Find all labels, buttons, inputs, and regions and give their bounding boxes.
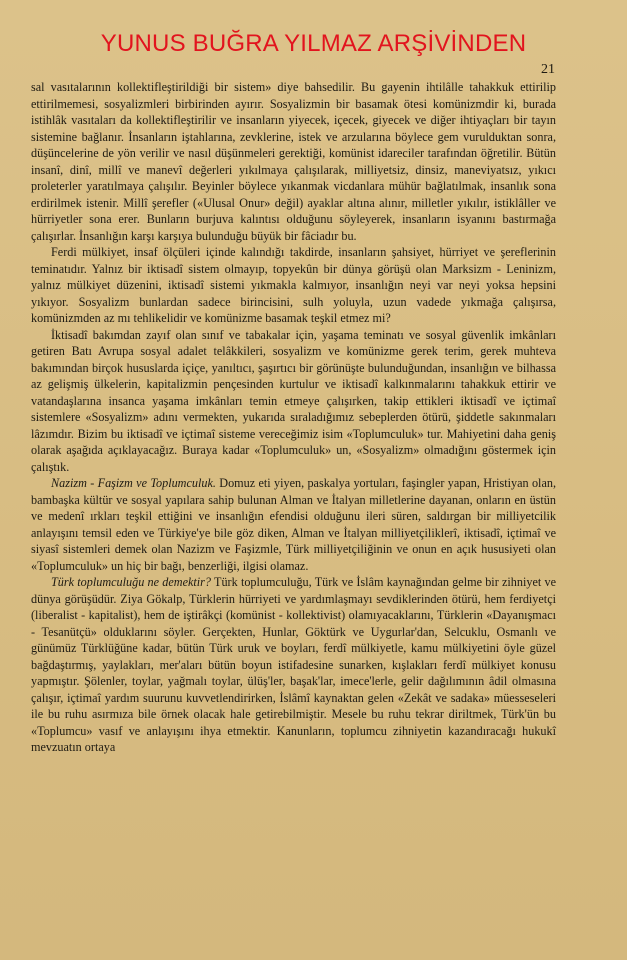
paragraph-5 [31, 574, 556, 756]
paragraph-4 [31, 475, 556, 574]
paragraph-1 [31, 79, 556, 244]
page-number: 21 [541, 62, 555, 77]
paragraph-text: Türk toplumculuğu, Türk ve İslâm kaynağından gelme bir zihniyet ve dünya görüşüdür. Ziya Gökalp, Türklerin hürriyeti ve yardımlaşmayı sevdiklerinden ötürü, hem ferdiyetçi (liberalist - kapitalist), hem de iştirâkçi (komünist - kollektivist) olamıyacaklarını, Türklerin «Dayanışmacı - Tesanütçü» olduklarını söyler. Gerçekten, Hunlar, Göktürk ve Uygurlar'dan, Selcuklu, Osmanlı ve günümüz Türklüğüne kadar, bütün Türk uruk ve boyları, ferdî mülkiyetle, kamu mülkiyetini öyle güzel bağdaştırmış, yaylakları, mer'aları bütün boyun istifadesine sunarken, kışlakları ferdî mülkiyet konusu yapmıştır. Şölenler, toylar, yağmalı toylar, ülüş'ler, başak'lar, imece'lerle, gelir dağılımının âdil olmasına çalışır, içtimaî yardım suurunu kuvvetlendirirken, İslâmî kaynaktan gelen «Zekât ve sadaka» müesseseleri ile bu ruhu asırmıza bile örnek olacak hale getirebilmiştir. Mesele bu ruhu tekrar diriltmek, Türk'ün bu «Toplumcu» vasıf ve anlayışını ihya etmektir. Kanunların, toplumcu zihniyetin kazandıracağı hukukî mevzuatın ortaya [31, 575, 556, 754]
section-heading: Nazizm - Faşizm ve Toplumculuk. [51, 476, 216, 490]
paragraph-2 [31, 244, 556, 327]
paragraph-text: sal vasıtalarının kollektifleştirildiği bir sistem» diye bahsedilir. Bu gayenin ihtilâlle tahakkuk ettirilip ettirilmemesi, sosyalizmleri birbirinden ayırır. Sosyalizmin bir basamak ötesi komünizmdir ki, burada istihlâk vasıtaları da kollektifleştirilir ve insanların yiyecek, içecek, giyecek ve diğer ihtiyaçları bir tayın sistemine bağlanır. İnsanların iştahlarına, zevklerine, istek ve arzularına böylece gem vurulduktan sonra, düşüncelerine de yön verilir ve nasıl düşünmeleri gerektiği, komünist idareciler tarafından öğretilir. Bütün insanî, dinî, millî ve manevî değerleri yıkılmaya çalışılarak, milliyetsiz, dinsiz, maneviyatsız, yıkıcı proleterler yaratılmaya çalışılır. Beyinler böylece yıkanmak vicdanlara mühür bağlatılmak, insanlık sona erdirilmek istenir. Millî şerefler («Ulusal Onur» değil) ayaklar altına alınır, milletler yıkılır, istiklâller ve hürriyetler sona erer. Bunların burjuva kalıntısı olduğunu söyleyerek, insanların isyanını bastırmağa çalışırlar. İnsanlığın karşı karşıya bulunduğu büyük bir fâciadır bu. [31, 80, 556, 243]
paragraph-text: Domuz eti yiyen, paskalya yortuları, faşingler yapan, Hristiyan olan, bambaşka kültür ve sosyal yapılara sahip bulunan Alman ve İtalyan milletlerine dayanan, onların en üstün ve medenî ırkları teşkil ettiğini ve insanlığın efendisi olduğunu ileri süren, saldırgan bir milliyetcilik anlayışını temsil eden ve Türkiye'ye bile göz diken, Alman ve İtalyan milliyetçiliklerî, iktisadî, içtimaî ve siyasî sistemleri demek olan Nazizm ve Faşizmle, Türk milliyetçiliğinin ve onun en açık hususiyeti olan «Toplumculuk» un hiç bir bağı, benzerliği, ilgisi olamaz. [31, 476, 556, 573]
body-text [31, 79, 556, 756]
paragraph-text: İktisadî bakımdan zayıf olan sınıf ve tabakalar için, yaşama teminatı ve sosyal güvenlik imkânları getiren Batı Avrupa sosyal adalet telâkkileri, sosyalizm ve komünizme gerek terim, gerek muhteva bakımından birçok hususlarda içiçe, yanıltıcı, şaşırtıcı bir görünüşte bulunduğundan, insanlığın ve bilhassa az gelişmiş ülkelerin, kapitalizmin pençesinden kurtulur ve iktisadî kalkınmalarını tahakkuk ettirir ve vatandaşlarına insanca yaşama imkânları temin etmeye çalışırken, takip ettikleri iktisadî ve içtimaî sistemlere «Sosyalizm» adını vermekten, yukarıda sıraladığımız sebeplerden ötürü, şiddetle sakınmaları lâzımdır. Bizim bu iktisadî ve içtimaî sisteme vereceğimiz isim «Toplumculuk» tur. Mahiyetini daha geniş olarak aşağıda açıklayacağız. Buraya kadar «Toplumculuk» un, «Sosyalizm» olmadığını göstermek için çalıştık. [31, 327, 556, 474]
paragraph-text: Ferdi mülkiyet, insaf ölçüleri içinde kalındığı takdirde, insanların şahsiyet, hürriyet ve şereflerinin teminatıdır. Yalnız bir iktisadî sistem olmayıp, topyekûn bir dünya görüşü olan Marksizm - Leninizm, yalnız mülkiyet düzenini, iktisadî sistemi yıkmakla kalmıyor, insanlığın neyi var neyi yoksa hepsini yıkıyor. Sosyalizm bunlardan sadece birincisini, sulh yoluyla, uzun vadede yıkmağa çalışırsa, komünizmden az mı tehlikelidir ve komünizme basamak teşkil etmez mi? [31, 245, 556, 325]
section-heading: Türk toplumculuğu ne demektir? [51, 575, 211, 589]
archive-watermark: YUNUS BUĞRA YILMAZ ARŞİVİNDEN [100, 30, 527, 57]
paragraph-3 [31, 327, 556, 476]
